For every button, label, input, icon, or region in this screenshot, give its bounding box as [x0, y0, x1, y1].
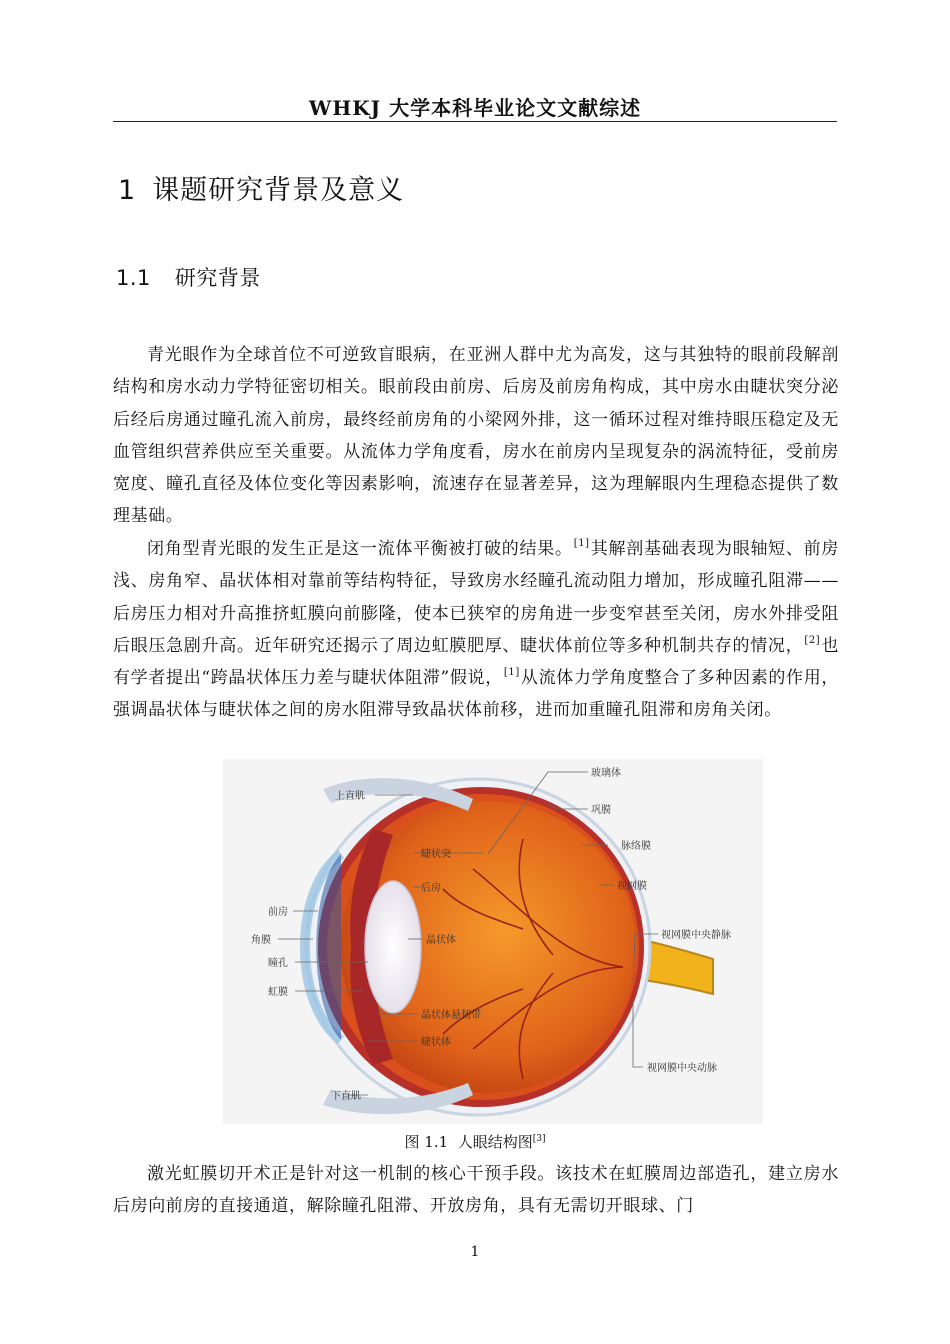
paragraph-1: 青光眼作为全球首位不可逆致盲眼病，在亚洲人群中尤为高发，这与其独特的眼前段解剖结构和房水动力学特征密切相关。眼前段由前房、后房及前房角构成，其中房水由睫状突分泌后经后房通过瞳孔流入前房，最终经前房角的小梁网外排，这一循环过程对维持眼压稳定及无血管组织营养供应至关重要。从流体力学角度看，房水在前房内呈现复杂的涡流特征，受前房宽度、瞳孔直径及体位变化等因素影响，流速存在显著差异，这为理解眼内生理稳态提供了数理基础。 — [113, 345, 839, 527]
label-ciliary-body: 睫状体 — [421, 1037, 451, 1048]
subsection-heading — [116, 262, 261, 292]
eye-anatomy-figure — [223, 759, 763, 1124]
citation-1: [1] — [573, 538, 590, 549]
section-heading — [118, 168, 404, 207]
caption-text: 人眼结构图 — [457, 1133, 533, 1151]
paragraph-3: 激光虹膜切开术正是针对这一机制的核心干预手段。该技术在虹膜周边部造孔，建立房水后房向前房的直接通道，解除瞳孔阻滞、开放房角，具有无需切开眼球、门 — [113, 1164, 839, 1217]
label-zonules: 晶状体悬韧带 — [421, 1010, 481, 1021]
label-vitreous: 玻璃体 — [591, 768, 621, 779]
label-central-retinal-artery: 视网膜中央动脉 — [647, 1063, 717, 1074]
subsection-title: 研究背景 — [174, 266, 261, 290]
section-title: 课题研究背景及意义 — [152, 175, 405, 206]
label-pupil: 瞳孔 — [268, 958, 288, 969]
header-rule — [113, 121, 837, 122]
page-number: 1 — [470, 1244, 480, 1260]
subsection-number: 1.1 — [116, 266, 151, 290]
label-posterior-chamber: 后房 — [421, 883, 441, 894]
label-central-retinal-vein: 视网膜中央静脉 — [661, 930, 731, 941]
label-cornea: 角膜 — [251, 935, 271, 946]
paragraph-2-part-a: 闭角型青光眼的发生正是这一流体平衡被打破的结果。 — [147, 539, 573, 559]
label-sclera: 巩膜 — [591, 805, 611, 816]
label-lens: 晶状体 — [426, 935, 456, 946]
label-iris: 虹膜 — [268, 987, 288, 998]
paragraph-2-part-b: 其解剖基础表现为眼轴短、前房浅、房角窄、晶状体相对靠前等结构特征，导致房水经瞳孔流动阻力增加，形成瞳孔阻滞——后房压力相对升高推挤虹膜向前膨隆，使本已狭窄的房角进一步变窄甚至关闭，房水外排受阻后眼压急剧升高。近年研究还揭示了周边虹膜肥厚、睫状体前位等多种机制共存的情况， — [113, 539, 839, 656]
paragraph-2-part-d: 从流体力学角度整合了多种因素的作用，强调晶状体与睫状体之间的房水阻滞导致晶状体前移，进而加重瞳孔阻滞和房角关闭。 — [113, 668, 839, 721]
citation-2: [2] — [804, 634, 821, 646]
paragraph-2 — [113, 533, 839, 727]
lens — [365, 881, 421, 1013]
label-choroid: 脉络膜 — [621, 841, 651, 852]
label-ciliary-process: 睫状突 — [421, 849, 451, 860]
figure-caption — [0, 1131, 950, 1152]
running-header: WHKJ 大学本科毕业论文文献综述 — [308, 96, 642, 120]
caption-number: 图 1.1 — [404, 1133, 449, 1151]
section-number: 1 — [118, 175, 137, 206]
citation-3: [1] — [503, 667, 520, 679]
caption-citation: [3] — [532, 1134, 546, 1144]
label-superior-rectus: 上直肌 — [335, 791, 365, 802]
label-inferior-rectus: 下直肌 — [331, 1091, 361, 1102]
paragraph-2-part-c: 也有学者提出“跨晶状体压力差与睫状体阻滞”假说， — [113, 635, 839, 689]
label-retina: 视网膜 — [617, 881, 647, 892]
label-anterior-chamber: 前房 — [268, 907, 288, 918]
